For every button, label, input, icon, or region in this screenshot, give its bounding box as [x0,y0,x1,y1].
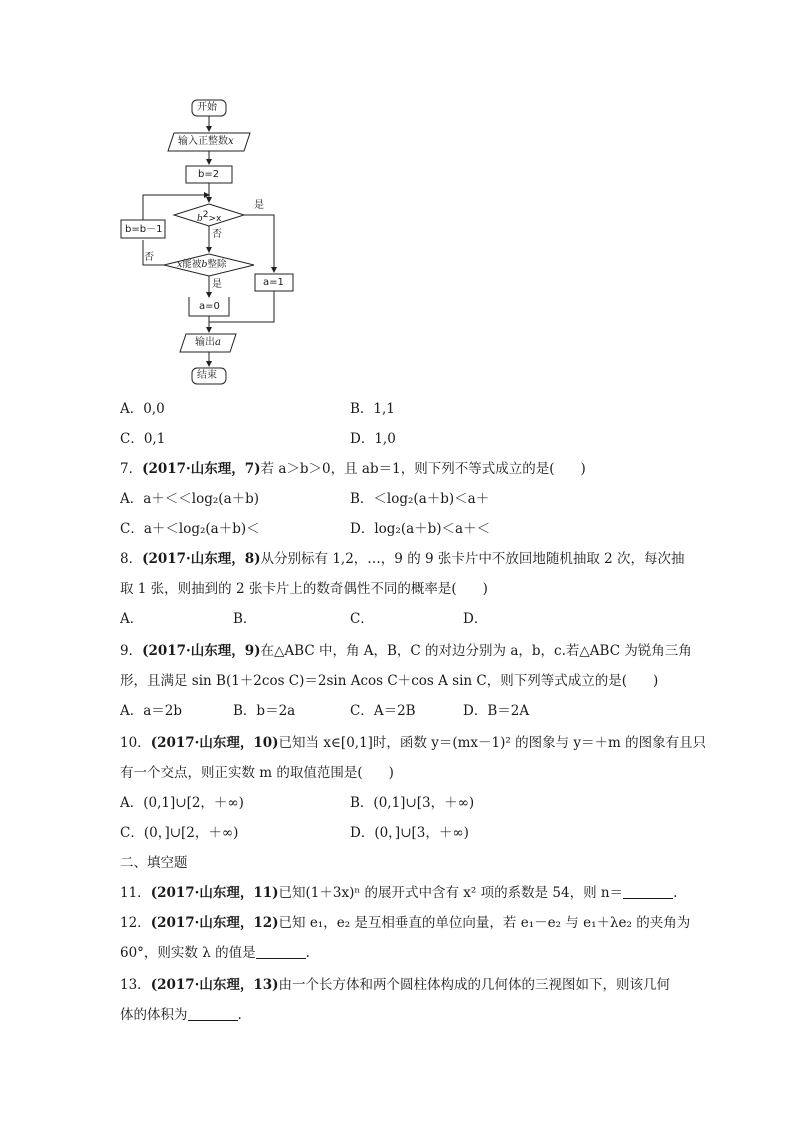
q10-stem-line-1: 10．(2017·山东理，10)已知当 x∈[0,1]时，函数 y＝(mx－1)² 的图象与 y＝＋m 的图象有且只 [120,735,707,751]
q6-option-d: D．1,0 [350,431,396,447]
end-label: 结束 [197,370,217,381]
q7-option-a: A．a＋＜＜log₂(a＋b) [120,491,260,507]
output-label: 输出a [195,337,221,348]
flowchart-diagram [0,0,800,400]
q13-stem-line-2: 体的体积为 . [120,1007,242,1023]
q11-answer-blank[interactable] [623,886,673,899]
yes-2-label: 是 [212,279,222,290]
decrement-label: b=b－1 [125,224,163,235]
q8-stem-line-2: 取 1 张，则抽到的 2 张卡片上的数奇偶性不同的概率是( ) [120,581,488,597]
q9-stem-line-2: 形，且满足 sin B(1＋2cos C)＝2sin Acos C＋cos A sin C，则下列等式成立的是( ) [120,673,659,689]
condition-1-label: $b^2>x$ [197,210,222,224]
q9-option-a: A．a＝2b [120,703,183,719]
q6-option-a: A．0,0 [120,401,165,417]
init-label: b=2 [198,169,220,180]
q9-option-c: C．A＝2B [350,703,416,719]
q10-option-c: C．(0，]∪[2，＋∞) [120,825,239,841]
q12-stem-line-2: 60°，则实数 λ 的值是 . [120,945,310,961]
set-a0-label: a=0 [199,301,220,312]
yes-1-label: 是 [254,200,264,211]
q11-stem: 11．(2017·山东理，11)已知(1＋3x)ⁿ 的展开式中含有 x² 项的系数是 54，则 n＝ . [120,885,678,901]
condition-2-label: x能被b整除 [177,259,227,270]
q10-stem-line-2: 有一个交点，则正实数 m 的取值范围是( ) [120,765,394,781]
q13-answer-blank[interactable] [188,1008,238,1021]
q8-stem-line-1: 8．(2017·山东理，8)从分别标有 1,2，…，9 的 9 张卡片中不放回地随机抽取 2 次，每次抽 [120,551,685,567]
q6-option-c: C．0,1 [120,431,166,447]
q9-stem-line-1: 9．(2017·山东理，9)在△ABC 中，角 A，B，C 的对边分别为 a，b，c.若△ABC 为锐角三角 [120,643,692,659]
q7-stem: 7．(2017·山东理，7)若 a＞b＞0，且 ab＝1，则下列不等式成立的是( ) [120,461,586,477]
no-1-label: 否 [212,229,222,240]
input-label: 输入正整数x [178,136,234,147]
q9-option-b: B．b＝2a [233,703,296,719]
q7-option-c: C．a＋＜log₂(a＋b)＜ [120,521,260,537]
q8-option-b: B． [233,611,257,627]
q7-option-d: D．log₂(a＋b)＜a＋＜ [350,521,491,537]
q12-answer-blank[interactable] [256,946,306,959]
section-2-heading: 二、填空题 [120,855,188,871]
q8-option-d: D． [463,611,488,627]
q9-option-d: D．B＝2A [463,703,530,719]
q10-option-b: B．(0,1]∪[3，＋∞) [350,795,475,811]
q10-option-a: A．(0,1]∪[2，＋∞) [120,795,244,811]
q8-option-a: A． [120,611,144,627]
no-2-label: 否 [144,252,154,263]
flowchart [0,0,800,400]
q10-option-d: D．(0，]∪[3，＋∞) [350,825,469,841]
set-a1-label: a=1 [263,277,284,288]
q7-option-b: B．＜log₂(a＋b)＜a＋ [350,491,490,507]
start-label: 开始 [197,102,217,113]
q12-stem-line-1: 12．(2017·山东理，12)已知 e₁，e₂ 是互相垂直的单位向量，若 e₁－e₂ 与 e₁＋λe₂ 的夹角为 [120,915,691,931]
q13-stem-line-1: 13．(2017·山东理，13)由一个长方体和两个圆柱体构成的几何体的三视图如下，则该几何 [120,977,671,993]
q8-option-c: C． [350,611,374,627]
q6-option-b: B．1,1 [350,401,395,417]
